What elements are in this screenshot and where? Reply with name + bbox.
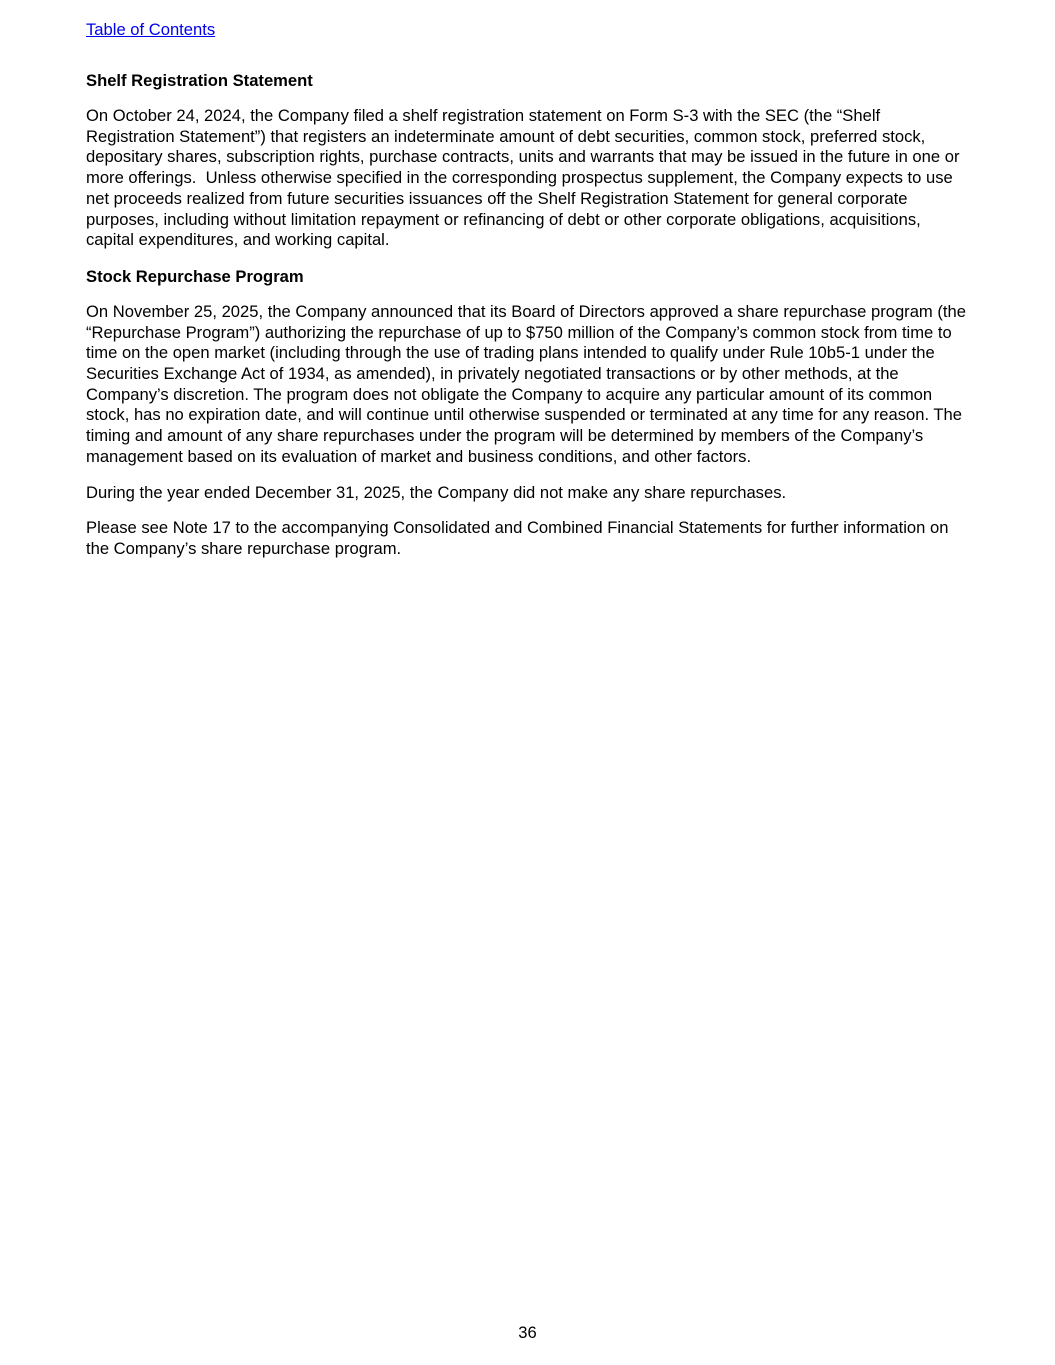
shelf-registration-heading: Shelf Registration Statement bbox=[86, 71, 313, 90]
document-page bbox=[86, 19, 972, 560]
stock-repurchase-paragraph: On November 25, 2025, the Company announced that its Board of Directors approved a share repurchase program (the “Repurchase Program”) authorizing the repurchase of up to $750 million of the Company’s common stock from time to time on the open market (including through the use of trading plans intended to qualify under Rule 10b5-1 under the Securities Exchange Act of 1934, as amended), in privately negotiated transactions or by other methods, at the Company’s discretion. The program does not obligate the Company to acquire any particular amount of its common stock, has no expiration date, and will continue until otherwise suspended or terminated at any time for any reason. The timing and amount of any share repurchases under the program will be determined by members of the Company’s management based on its evaluation of market and business conditions, and other factors. bbox=[86, 301, 971, 466]
note-reference-paragraph: Please see Note 17 to the accompanying Consolidated and Combined Financial Statements for further information on the Company’s share repurchase program. bbox=[86, 518, 954, 558]
page-number: 36 bbox=[518, 1323, 537, 1342]
stock-repurchase-heading: Stock Repurchase Program bbox=[86, 266, 304, 286]
share-repurchases-year-paragraph: During the year ended December 31, 2025, the Company did not make any share repurchases. bbox=[86, 482, 787, 502]
table-of-contents-link[interactable]: Table of Contents bbox=[86, 20, 216, 39]
shelf-registration-paragraph: On October 24, 2024, the Company filed a shelf registration statement on Form S-3 with the SEC (the “Shelf Registration Statement”) that registers an indeterminate amount of debt securities, common stock, preferred stock, depositary shares, subscription rights, purchase contracts, units and warrants that may be issued in the future in one or more offerings. Unless otherwise specified in the corresponding prospectus supplement, the Company expects to use net proceeds realized from future securities issuances off the Shelf Registration Statement for general corporate purposes, including without limitation repayment or refinancing of debt or other corporate obligations, acquisitions, capital expenditures, and working capital. bbox=[86, 106, 965, 250]
